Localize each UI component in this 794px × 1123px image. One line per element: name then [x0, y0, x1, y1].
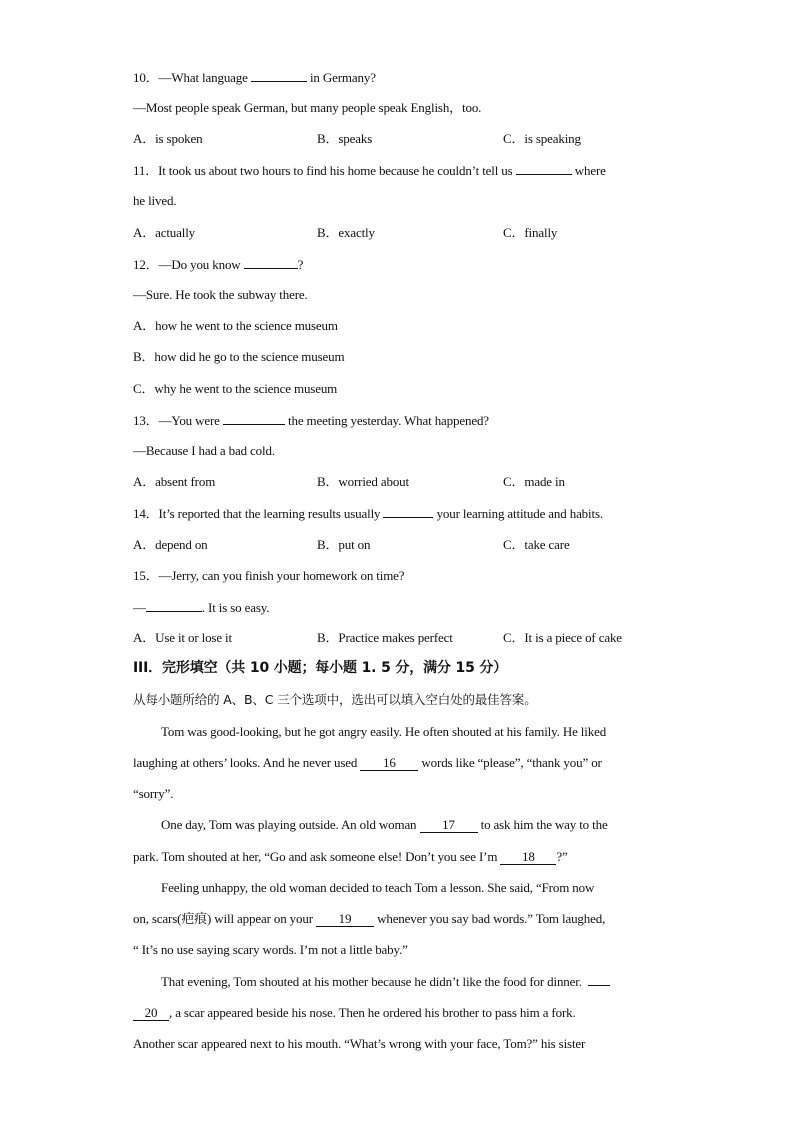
passage-p4-line1: [161, 973, 610, 990]
q11-stem: 11．It took us about two hours to find his home because he couldn’t tell us: [133, 163, 516, 178]
q13-stem-end: the meeting yesterday. What happened?: [284, 413, 489, 428]
q15-reply-end: . It is so easy.: [201, 600, 270, 615]
q10-reply: —Most people speak German, but many people speak English，too.: [133, 100, 482, 115]
q12-reply: —Sure. He took the subway there.: [133, 287, 308, 302]
q11-option-c: C．finally: [503, 225, 558, 240]
q13-stem: 13．—You were: [133, 413, 223, 428]
q15-reply: [133, 599, 269, 616]
passage-p4-line2-end: , a scar appeared beside his nose. Then he ordered his brother to pass him a fork.: [169, 1005, 576, 1020]
blank-19: 19: [316, 912, 374, 927]
q12-option-c: C．why he went to the science museum: [133, 381, 338, 396]
passage-p2-line1: [161, 817, 608, 833]
q12-option-b: B．how did he go to the science museum: [133, 349, 345, 364]
q12-stem-end: ?: [297, 257, 304, 272]
q10-options: [133, 131, 693, 147]
passage-p2-line1-start: One day, Tom was playing outside. An old woman: [161, 817, 420, 832]
q14-stem-end: your learning attitude and habits.: [433, 506, 603, 521]
q10-option-b: B．speaks: [317, 131, 373, 146]
q14-option-c: C．take care: [503, 537, 570, 552]
passage-p1-line1: Tom was good-looking, but he got angry easily. He often shouted at his family. He liked: [161, 724, 607, 739]
q10-option-a: A．is spoken: [133, 131, 203, 146]
blank-17: 17: [420, 818, 478, 833]
passage-p4-line2: [133, 1005, 576, 1021]
q11-option-a: A．actually: [133, 225, 196, 240]
q13-reply: —Because I had a bad cold.: [133, 443, 275, 458]
q10-blank: [251, 69, 307, 82]
passage-p1-line2-end: words like “please”, “thank you” or: [418, 755, 602, 770]
q15-dash: —: [133, 600, 146, 615]
q15-blank: [146, 599, 202, 612]
blank-18: 18: [500, 850, 556, 865]
question-12: [133, 256, 303, 273]
q15-option-c: C．It is a piece of cake: [503, 630, 622, 645]
passage-p3-line3: “ It’s no use saying scary words. I’m not a little baby.”: [133, 942, 408, 957]
q11-blank: [516, 162, 572, 175]
passage-p1-line2-start: laughing at others’ looks. And he never used: [133, 755, 361, 770]
q11-stem-end: where: [571, 163, 606, 178]
passage-p3-line1: Feeling unhappy, the old woman decided to teach Tom a lesson. She said, “From now: [161, 880, 595, 895]
q10-stem: 10．—What language: [133, 70, 251, 85]
question-10: [133, 69, 376, 86]
q11-options: [133, 225, 693, 241]
section-3-heading: III．完形填空（共 10 小题；每小题 1. 5 分，满分 15 分）: [133, 660, 508, 676]
question-11: [133, 162, 606, 179]
q14-option-b: B．put on: [317, 537, 371, 552]
q14-option-a: A．depend on: [133, 537, 208, 552]
q15-option-b: B．Practice makes perfect: [317, 630, 453, 645]
q13-option-c: C．made in: [503, 474, 565, 489]
blank-20: 20: [133, 1006, 169, 1021]
q10-stem-end: in Germany?: [306, 70, 376, 85]
q14-blank: [383, 505, 433, 518]
q13-option-a: A．absent from: [133, 474, 216, 489]
q10-option-c: C．is speaking: [503, 131, 581, 146]
passage-p3-line2: [133, 911, 605, 927]
passage-p1-line3: “sorry”.: [133, 786, 174, 801]
passage-p2-line2: [133, 849, 568, 865]
q15-option-a: A．Use it or lose it: [133, 630, 232, 645]
passage-p1-line2: [133, 755, 602, 771]
passage-p2-line1-end: to ask him the way to the: [477, 817, 608, 832]
q11-option-b: B．exactly: [317, 225, 375, 240]
section-3-instruction: 从每小题所给的 A、B、C 三个选项中，选出可以填入空白处的最佳答案。: [133, 692, 537, 707]
q13-options: [133, 474, 693, 490]
question-14: [133, 505, 603, 522]
passage-p4-line3: Another scar appeared next to his mouth. “What’s wrong with your face, Tom?” his sister: [133, 1036, 586, 1051]
q13-option-b: B．worried about: [317, 474, 409, 489]
question-15: 15．—Jerry, can you finish your homework on time?: [133, 568, 405, 583]
q14-options: [133, 537, 693, 553]
passage-p4-line1-text: That evening, Tom shouted at his mother because he didn’t like the food for dinner.: [161, 974, 582, 989]
q11-continuation: he lived.: [133, 193, 177, 208]
q15-options: [133, 630, 693, 646]
passage-p2-line2-end: ?”: [556, 849, 568, 864]
passage-p2-line2-start: park. Tom shouted at her, “Go and ask someone else! Don’t you see I’m: [133, 849, 501, 864]
q14-stem: 14．It’s reported that the learning results usually: [133, 506, 384, 521]
q12-blank: [244, 256, 298, 269]
passage-p3-line2-start: on, scars(疤痕) will appear on your: [133, 911, 316, 926]
q13-blank: [223, 412, 285, 425]
q12-option-a: A．how he went to the science museum: [133, 318, 338, 333]
q12-stem: 12．—Do you know: [133, 257, 244, 272]
question-13: [133, 412, 489, 429]
blank-16: 16: [360, 756, 418, 771]
blank-20-start: [588, 973, 610, 986]
passage-p3-line2-end: whenever you say bad words.” Tom laughed,: [374, 911, 606, 926]
